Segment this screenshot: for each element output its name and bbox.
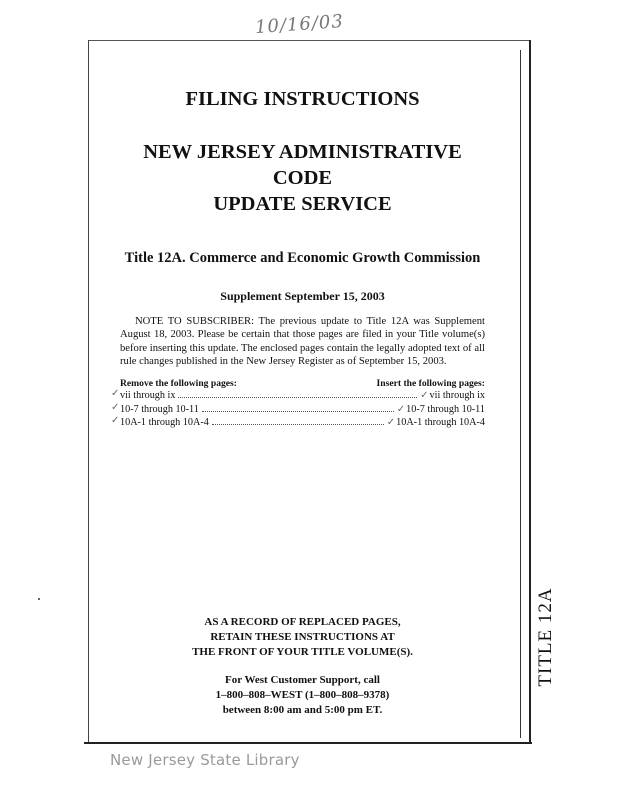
pages-column-headers [120,378,485,389]
frame-bottom-border [84,742,532,744]
check-mark-icon: ✓ [111,401,120,413]
library-stamp: New Jersey State Library [110,751,300,769]
dot-leader [212,423,384,425]
support-line: between 8:00 am and 5:00 pm ET. [222,704,383,716]
check-mark-icon: ✓ [386,417,396,429]
record-instructions [120,615,485,660]
main-content [111,80,485,430]
check-mark-icon: ✓ [111,415,120,427]
page-title: FILING INSTRUCTIONS [185,88,420,110]
customer-support [120,673,485,718]
insert-pages: vii through ix [429,390,485,402]
spine-label: TITLE 12A [535,587,556,687]
insert-pages: 10A-1 through 10A-4 [396,417,485,429]
remove-pages: vii through ix [120,390,176,402]
check-mark-icon: ✓ [396,403,406,415]
dot-leader [178,396,417,398]
support-line: 1–800–808–WEST (1–800–808–9378) [215,689,390,701]
code-title-line-1: NEW JERSEY ADMINISTRATIVE CODE [143,141,462,189]
commission-heading: Title 12A. Commerce and Economic Growth Commission [124,250,481,266]
page-row [111,415,485,430]
insert-pages: 10-7 through 10-11 [406,403,485,415]
scan-speck [38,598,40,600]
page-row [111,401,485,417]
check-mark-icon: ✓ [420,390,429,402]
code-title-line-2: UPDATE SERVICE [213,193,392,215]
page-row [111,388,485,403]
code-title [120,139,485,217]
record-line: RETAIN THESE INSTRUCTIONS AT [210,631,395,643]
spine-divider [520,50,521,738]
remove-pages: 10A-1 through 10A-4 [120,417,209,429]
subscriber-note: NOTE TO SUBSCRIBER: The previous update to Title 12A was Supplement August 18, 2003. Please be certain that those pages are filed in your Title volume(s) before inserting this update. The enclosed pages contain the legally adopted text of all rule changes published in the New Jersey Register as of September 15, 2003. [120,316,485,367]
check-mark-icon: ✓ [111,388,120,400]
handwritten-date: 10/16/03 [254,10,345,39]
remove-header: Remove the following pages: [120,378,237,390]
record-line: THE FRONT OF YOUR TITLE VOLUME(S). [192,646,413,658]
record-line: AS A RECORD OF REPLACED PAGES, [204,616,401,628]
dot-leader [202,410,394,412]
support-line: For West Customer Support, call [225,674,380,686]
remove-pages: 10-7 through 10-11 [120,403,199,415]
supplement-date: Supplement September 15, 2003 [220,289,385,303]
insert-header: Insert the following pages: [376,378,485,390]
